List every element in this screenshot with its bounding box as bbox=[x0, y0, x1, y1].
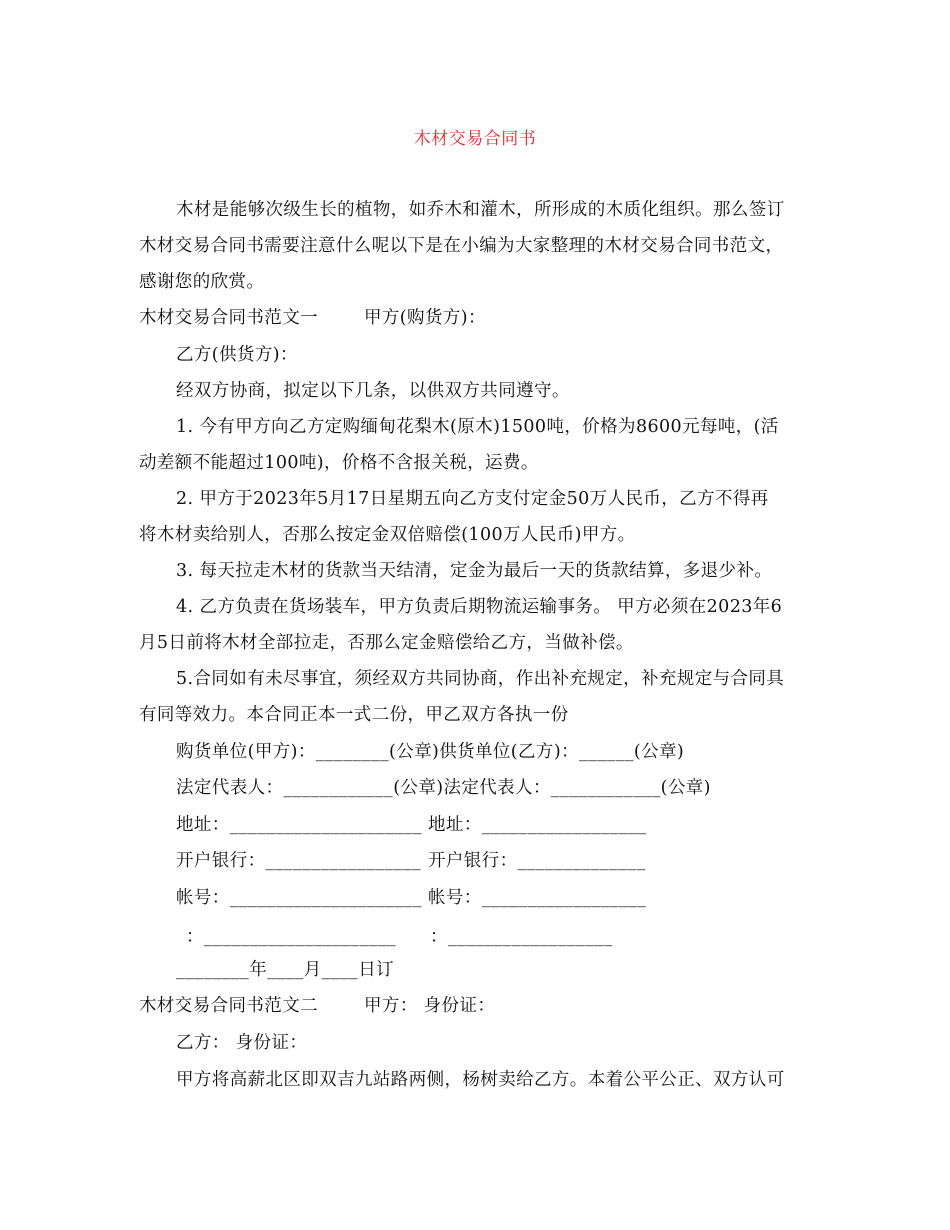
clause-2-line: 2. 甲方于2023年5月17日星期五向乙方支付定金50万人民币，乙方不得再 bbox=[176, 489, 769, 509]
intro-paragraph-line: 木材交易合同书需要注意什么呢以下是在小编为大家整理的木材交易合同书范文， bbox=[139, 236, 784, 256]
sample1-party-b: 乙方(供货方)： bbox=[176, 345, 298, 365]
clause-5-line: 5.合同如有未尽事宜，须经双方共同协商，作出补充规定，补充规定与合同具 bbox=[176, 669, 785, 689]
signature-account-right: 帐号：__________________ bbox=[428, 888, 647, 908]
intro-paragraph-line: 木材是能够次级生长的植物，如乔木和灌木，所形成的木质化组织。那么签订 bbox=[176, 200, 785, 220]
document-title: 木材交易合同书 bbox=[413, 129, 537, 149]
signature-address-left: 地址：_____________________ bbox=[176, 815, 422, 835]
sample1-agreement: 经双方协商，拟定以下几条，以供双方共同遵守。 bbox=[176, 381, 570, 401]
clause-2-line: 将木材卖给别人，否那么按定金双倍赔偿(100万人民币)甲方。 bbox=[139, 525, 636, 545]
signature-account-left: 帐号：_____________________ bbox=[176, 888, 422, 908]
sample1-party-a: 甲方(购货方)： bbox=[364, 308, 486, 328]
clause-1-line: 动差额不能超过100吨)，价格不含报关税，运费。 bbox=[139, 453, 539, 473]
sample2-party-b: 乙方： 身份证： bbox=[176, 1033, 308, 1053]
sample1-heading: 木材交易合同书范文一 bbox=[139, 308, 318, 328]
clause-3-line: 3. 每天拉走木材的货款当天结清，定金为最后一天的货款结算，多退少补。 bbox=[176, 561, 773, 581]
sample2-heading: 木材交易合同书范文二 bbox=[139, 996, 318, 1016]
signature-bank-left: 开户银行：_________________ bbox=[176, 851, 422, 871]
signature-representatives-line: 法定代表人：____________(公章)法定代表人：____________(公章) bbox=[176, 778, 711, 798]
clause-5-line: 有同等效力。本合同正本一式二份，甲乙双方各执一份 bbox=[139, 705, 569, 725]
signature-bank-right: 开户银行：______________ bbox=[428, 851, 646, 871]
signature-blank-left: ：_____________________ bbox=[186, 927, 397, 947]
sample2-party-a: 甲方： 身份证： bbox=[364, 996, 496, 1016]
signature-blank-right: ：__________________ bbox=[430, 927, 613, 947]
intro-paragraph-line: 感谢您的欣赏。 bbox=[139, 272, 265, 292]
signature-units-line: 购货单位(甲方)：________(公章)供货单位(乙方)：______(公章) bbox=[176, 742, 685, 762]
signature-date-line: ________年____月____日订 bbox=[176, 960, 394, 980]
clause-4-line: 4. 乙方负责在货场装车，甲方负责后期物流运输事务。 甲方必须在2023年6 bbox=[176, 597, 783, 617]
clause-4-line: 月5日前将木材全部拉走，否那么定金赔偿给乙方，当做补偿。 bbox=[139, 633, 634, 653]
sample2-body-line: 甲方将高薪北区即双吉九站路两侧，杨树卖给乙方。本着公平公正、双方认可 bbox=[176, 1070, 785, 1090]
clause-1-line: 1. 今有甲方向乙方定购缅甸花梨木(原木)1500吨，价格为8600元每吨，(活 bbox=[176, 417, 779, 437]
signature-address-right: 地址：__________________ bbox=[428, 815, 647, 835]
